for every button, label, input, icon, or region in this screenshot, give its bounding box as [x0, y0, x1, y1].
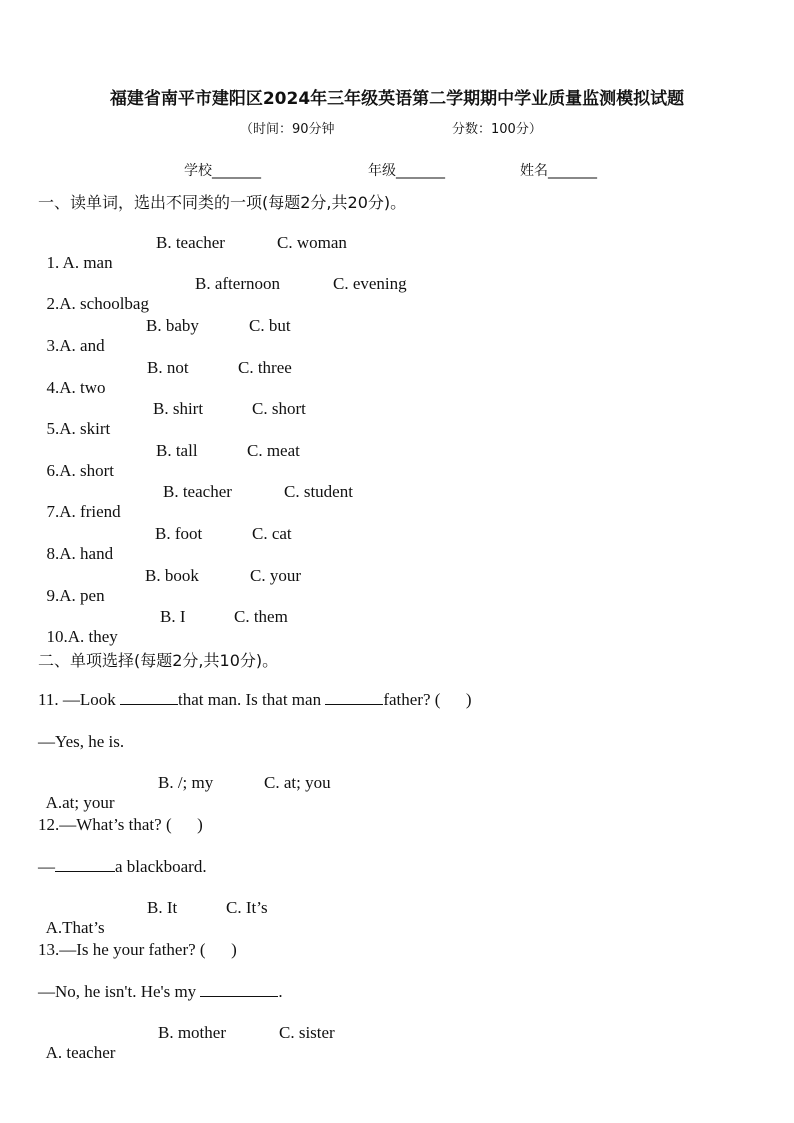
question-13-option-a: A. teacher: [45, 1043, 116, 1062]
exam-score: 分数：100分）: [452, 122, 542, 137]
question-11-reply: —Yes, he is.: [38, 732, 125, 751]
answer-blank: [325, 690, 383, 705]
question-4-option-c: C. three: [238, 358, 292, 377]
question-3-option-a: 3.A. and: [46, 336, 105, 355]
exam-title: 福建省南平市建阳区2024年三年级英语第二学期期中学业质量监测模拟试题: [109, 89, 685, 109]
question-7-option-a: 7.A. friend: [46, 502, 121, 521]
question-6-option-b: B. tall: [156, 441, 198, 460]
question-13-option-b: B. mother: [158, 1023, 226, 1042]
section-2-heading: 二、单项选择(每题2分,共10分)。: [38, 651, 279, 670]
exam-time: （时间：90分钟: [240, 122, 335, 137]
question-13-options: [38, 1023, 335, 1103]
question-11-stem-1: 11. —Look: [38, 690, 121, 709]
question-1-option-c: C. woman: [277, 233, 347, 252]
question-8-option-b: B. foot: [155, 524, 203, 543]
question-4-option-a: 4.A. two: [46, 378, 106, 397]
question-7-option-b: B. teacher: [163, 482, 232, 501]
question-13-reply: [38, 982, 283, 1002]
question-5-option-a: 5.A. skirt: [46, 419, 111, 438]
question-11-stem-2: that man. Is that man: [178, 690, 326, 709]
name-field: 姓名_______: [520, 163, 597, 179]
question-10-option-b: B. I: [160, 607, 186, 626]
question-13-reply-text: —No, he isn't. He's my: [38, 982, 201, 1001]
section-1-heading: 一、读单词，选出不同类的一项(每题2分,共20分)。: [38, 193, 407, 212]
question-2-option-b: B. afternoon: [195, 274, 280, 293]
question-9-option-b: B. book: [145, 566, 199, 585]
question-7-option-c: C. student: [284, 482, 353, 501]
question-8-option-a: 8.A. hand: [46, 544, 114, 563]
question-11-option-b: B. /; my: [158, 773, 214, 792]
answer-blank: [200, 982, 278, 997]
question-13-reply-end: .: [278, 982, 283, 1001]
question-10-option-c: C. them: [234, 607, 288, 626]
grade-field: 年级_______: [368, 163, 445, 179]
question-2-option-a: 2.A. schoolbag: [46, 294, 149, 313]
question-1-option-b: B. teacher: [156, 233, 225, 252]
question-5-option-b: B. shirt: [153, 399, 204, 418]
question-12-reply-prefix: —: [38, 857, 55, 876]
question-9-option-c: C. your: [250, 566, 301, 585]
question-13-option-c: C. sister: [279, 1023, 335, 1042]
question-12-option-a: A.That’s: [45, 918, 105, 937]
question-12-option-b: B. It: [147, 898, 178, 917]
question-1-option-a: 1. A. man: [46, 253, 113, 272]
question-12-reply: [38, 857, 207, 877]
question-6-option-c: C. meat: [247, 441, 300, 460]
question-6-option-a: 6.A. short: [46, 461, 115, 480]
question-5-option-c: C. short: [252, 399, 306, 418]
question-4-option-b: B. not: [147, 358, 189, 377]
question-11-option-c: C. at; you: [264, 773, 331, 792]
question-8-option-c: C. cat: [252, 524, 292, 543]
question-3-option-b: B. baby: [146, 316, 199, 335]
question-9-option-a: 9.A. pen: [46, 586, 105, 605]
question-12-reply-suffix: a blackboard.: [115, 857, 207, 876]
question-11-option-a: A.at; your: [45, 793, 115, 812]
question-3-option-c: C. but: [249, 316, 291, 335]
question-11: [38, 690, 472, 710]
school-field: 学校_______: [184, 163, 261, 179]
question-13: 13.—Is he your father? ( ): [38, 940, 237, 959]
answer-blank: [55, 857, 115, 872]
answer-blank: [120, 690, 178, 705]
question-11-stem-3: father? ( ): [383, 690, 472, 709]
question-2-option-c: C. evening: [333, 274, 407, 293]
question-12: 12.—What’s that? ( ): [38, 815, 203, 834]
question-10-option-a: 10.A. they: [46, 627, 118, 646]
question-12-option-c: C. It’s: [226, 898, 268, 917]
